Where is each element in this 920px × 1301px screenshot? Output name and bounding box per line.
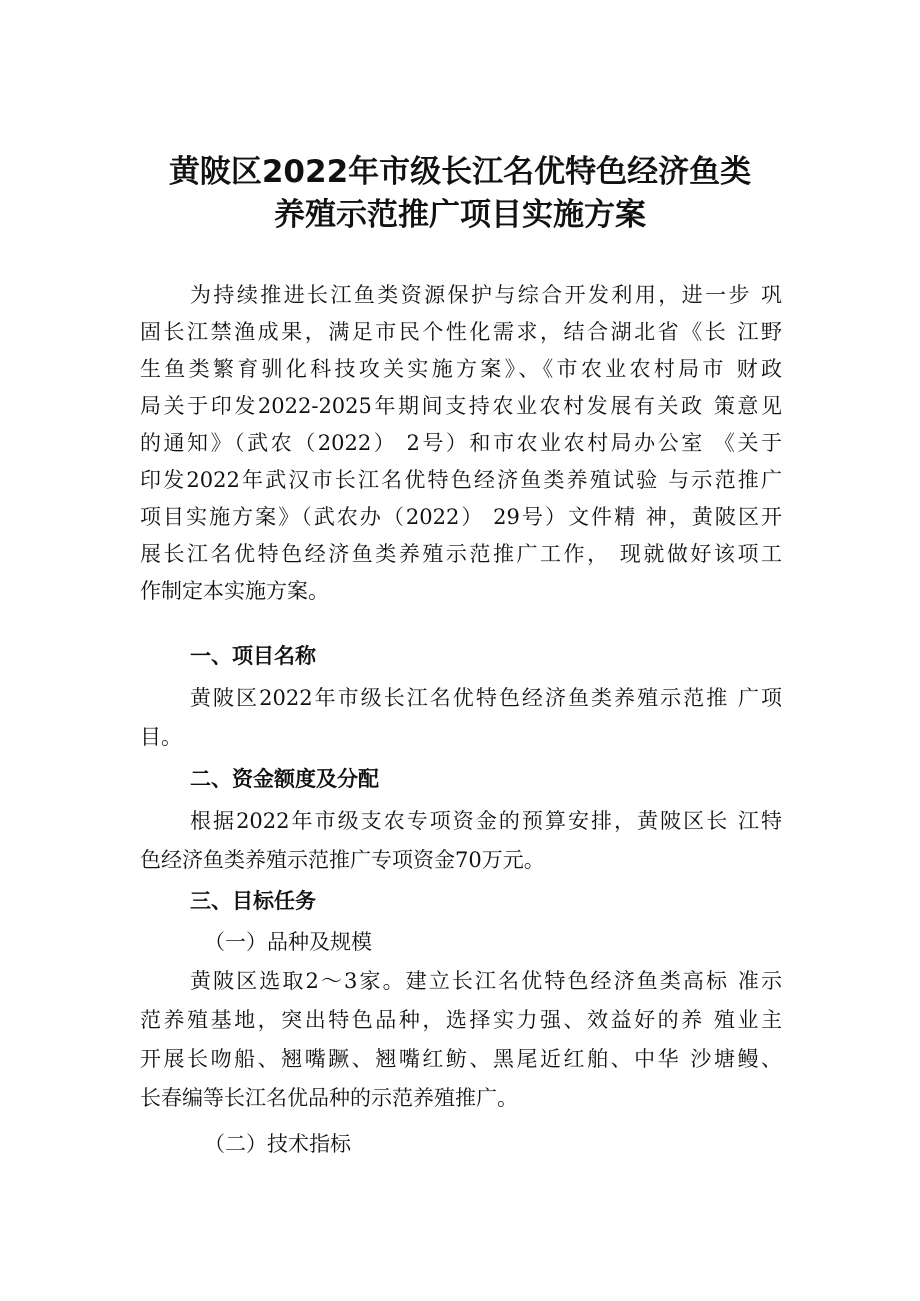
intro-line: 局关于印发2022-2025年期间支持农业农村发展有关政 策意见 — [140, 394, 782, 418]
section-paragraph-line: 开展长吻船、翘嘴蹶、翘嘴红鲂、黑尾近红舶、中华 沙塘鳗、 — [140, 1047, 782, 1071]
section-paragraph-line: 黄陂区选取2～3家。建立长江名优特色经济鱼类高标 准示 — [190, 969, 782, 993]
section-paragraph-line: 长春编等长江名优品种的示范养殖推广。 — [140, 1086, 518, 1110]
document-title-line-2: 养殖示范推广项目实施方案 — [274, 197, 646, 233]
subsection-heading-species: （一）品种及规模 — [204, 930, 372, 954]
section-paragraph-line: 根据2022年市级支农专项资金的预算安排，黄陂区长 江特 — [190, 809, 782, 833]
section-paragraph-line: 范养殖基地，突出特色品种，选择实力强、效益好的养 殖业主 — [140, 1008, 782, 1032]
section-paragraph-line: 色经济鱼类养殖示范推广专项资金70万元。 — [140, 848, 545, 872]
section-paragraph-line: 黄陂区2022年市级长江名优特色经济鱼类养殖示范推 广项 — [190, 686, 782, 710]
intro-line: 生鱼类繁育驯化科技攻关实施方案》、《市农业农村局市 财政 — [140, 357, 782, 381]
intro-line: 的通知》（武农（2022） 2号）和市农业农村局办公室 《关于 — [140, 431, 782, 455]
intro-line: 固长江禁渔成果，满足市民个性化需求，结合湖北省《长 江野 — [140, 320, 782, 344]
section-paragraph-line: 目。 — [140, 725, 182, 749]
intro-line: 为持续推进长江鱼类资源保护与综合开发利用，进一步 巩 — [190, 283, 782, 307]
section-heading-project-name: 一、项目名称 — [190, 644, 316, 668]
intro-line: 印发2022年武汉市长江名优特色经济鱼类养殖试验 与示范推广 — [140, 468, 782, 492]
subsection-heading-technical: （二）技术指标 — [204, 1132, 351, 1156]
intro-line: 展长江名优特色经济鱼类养殖示范推广工作， 现就做好该项工 — [140, 542, 782, 566]
intro-line: 作制定本实施方案。 — [140, 579, 329, 603]
document-title-line-1: 黄陂区2022年市级长江名优特色经济鱼类 — [168, 154, 752, 190]
section-heading-targets: 三、目标任务 — [190, 889, 316, 913]
section-heading-funding: 二、资金额度及分配 — [190, 767, 379, 791]
intro-line: 项目实施方案》（武农办（2022） 29号）文件精 神，黄陂区开 — [140, 505, 782, 529]
